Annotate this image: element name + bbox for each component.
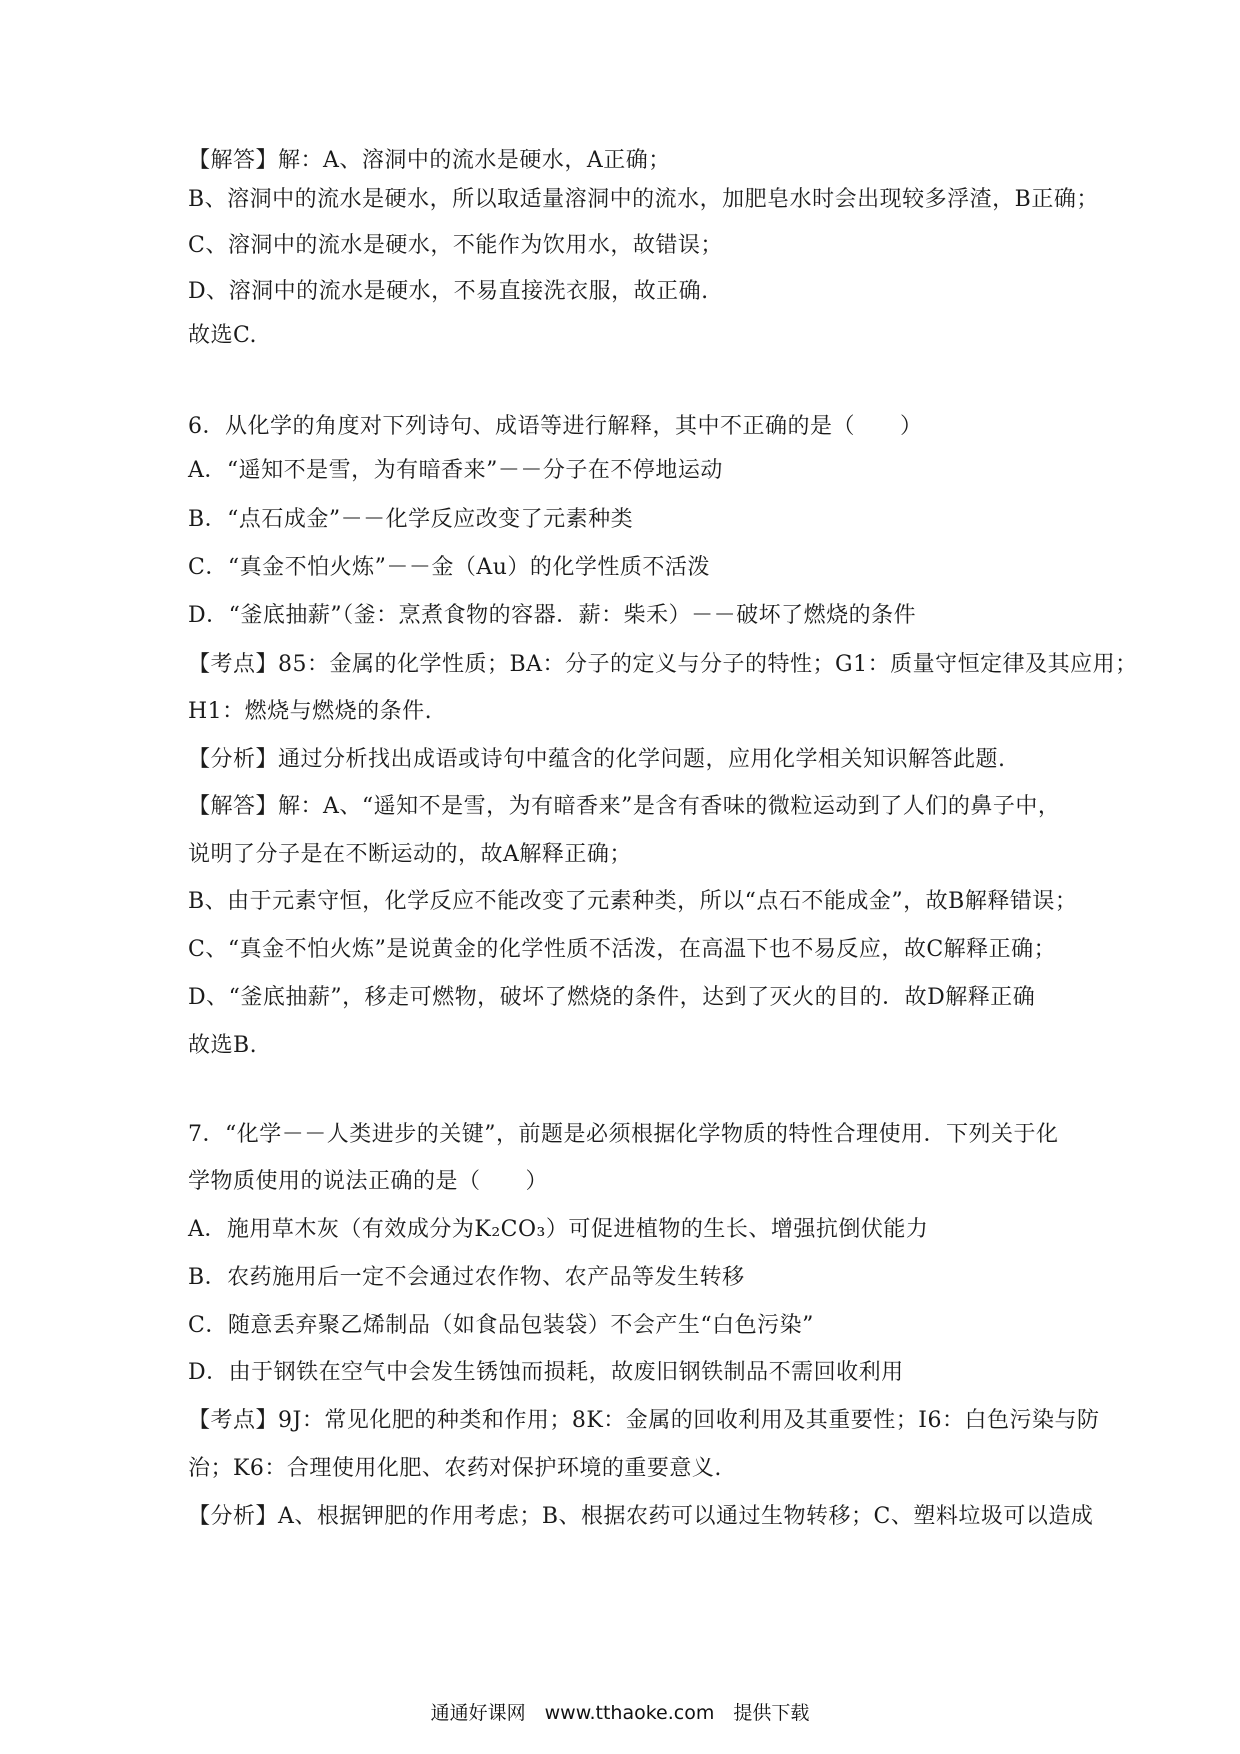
answer-line: 【解答】解：A、溶洞中的流水是硬水，A正确；	[188, 148, 671, 173]
answer-line: 说明了分子是在不断运动的，故A解释正确；	[188, 842, 632, 867]
answer-line: B、溶洞中的流水是硬水，所以取适量溶洞中的流水，加肥皂水时会出现较多浮渣，B正确；	[188, 187, 1099, 212]
conclusion-line: 故选C.	[188, 323, 258, 348]
answer-line: C、“真金不怕火炼”是说黄金的化学性质不活泼，在高温下也不易反应，故C解释正确；	[188, 937, 1057, 962]
option-line: C．随意丢弃聚乙烯制品（如食品包装袋）不会产生“白色污染”	[188, 1313, 814, 1338]
option-line: A．“遥知不是雪，为有暗香来”－－分子在不停地运动	[188, 458, 723, 483]
footer-source: 通通好课网 www.tthaoke.com 提供下载	[430, 1702, 810, 1724]
answer-line: D、“釜底抽薪”，移走可燃物，破坏了燃烧的条件，达到了灭火的目的．故D解释正确	[188, 985, 1036, 1010]
option-line: B．农药施用后一定不会通过农作物、农产品等发生转移	[188, 1265, 745, 1290]
analysis-line: 【分析】通过分析找出成语或诗句中蕴含的化学问题，应用化学相关知识解答此题.	[188, 747, 1006, 772]
answer-line: D、溶洞中的流水是硬水，不易直接洗衣服，故正确.	[188, 279, 709, 304]
conclusion-line: 故选B.	[188, 1033, 258, 1058]
option-line: D．由于钢铁在空气中会发生锈蚀而损耗，故废旧钢铁制品不需回收利用	[188, 1360, 904, 1385]
option-line: B．“点石成金”－－化学反应改变了元素种类	[188, 507, 634, 532]
option-line: C．“真金不怕火炼”－－金（Au）的化学性质不活泼	[188, 555, 710, 580]
question-6-stem: 6．从化学的角度对下列诗句、成语等进行解释，其中不正确的是（ ）	[188, 414, 923, 439]
answer-line: B、由于元素守恒，化学反应不能改变了元素种类，所以“点石不能成金”，故B解释错误；	[188, 889, 1078, 914]
answer-line: C、溶洞中的流水是硬水，不能作为饮用水，故错误；	[188, 233, 723, 258]
knowledge-point-line: 【考点】9J：常见化肥的种类和作用；8K：金属的回收利用及其重要性；I6：白色污染与防	[188, 1408, 1100, 1433]
answer-line: 【解答】解：A、“遥知不是雪，为有暗香来”是含有香味的微粒运动到了人们的鼻子中，	[188, 794, 1061, 819]
knowledge-point-line: H1：燃烧与燃烧的条件.	[188, 699, 433, 724]
question-7-stem: 学物质使用的说法正确的是（ ）	[188, 1169, 549, 1194]
option-line: A．施用草木灰（有效成分为K₂CO₃）可促进植物的生长、增强抗倒伏能力	[188, 1217, 929, 1242]
knowledge-point-line: 【考点】85：金属的化学性质；BA：分子的定义与分子的特性；G1：质量守恒定律及其应用；	[188, 652, 1138, 677]
option-line: D．“釜底抽薪”（釜：烹煮食物的容器．薪：柴禾）－－破坏了燃烧的条件	[188, 603, 917, 628]
knowledge-point-line: 治；K6：合理使用化肥、农药对保护环境的重要意义.	[188, 1456, 722, 1481]
question-7-stem: 7．“化学－－人类进步的关键”，前题是必须根据化学物质的特性合理使用．下列关于化	[188, 1122, 1059, 1147]
analysis-line: 【分析】A、根据钾肥的作用考虑；B、根据农药可以通过生物转移；C、塑料垃圾可以造成	[188, 1504, 1094, 1529]
